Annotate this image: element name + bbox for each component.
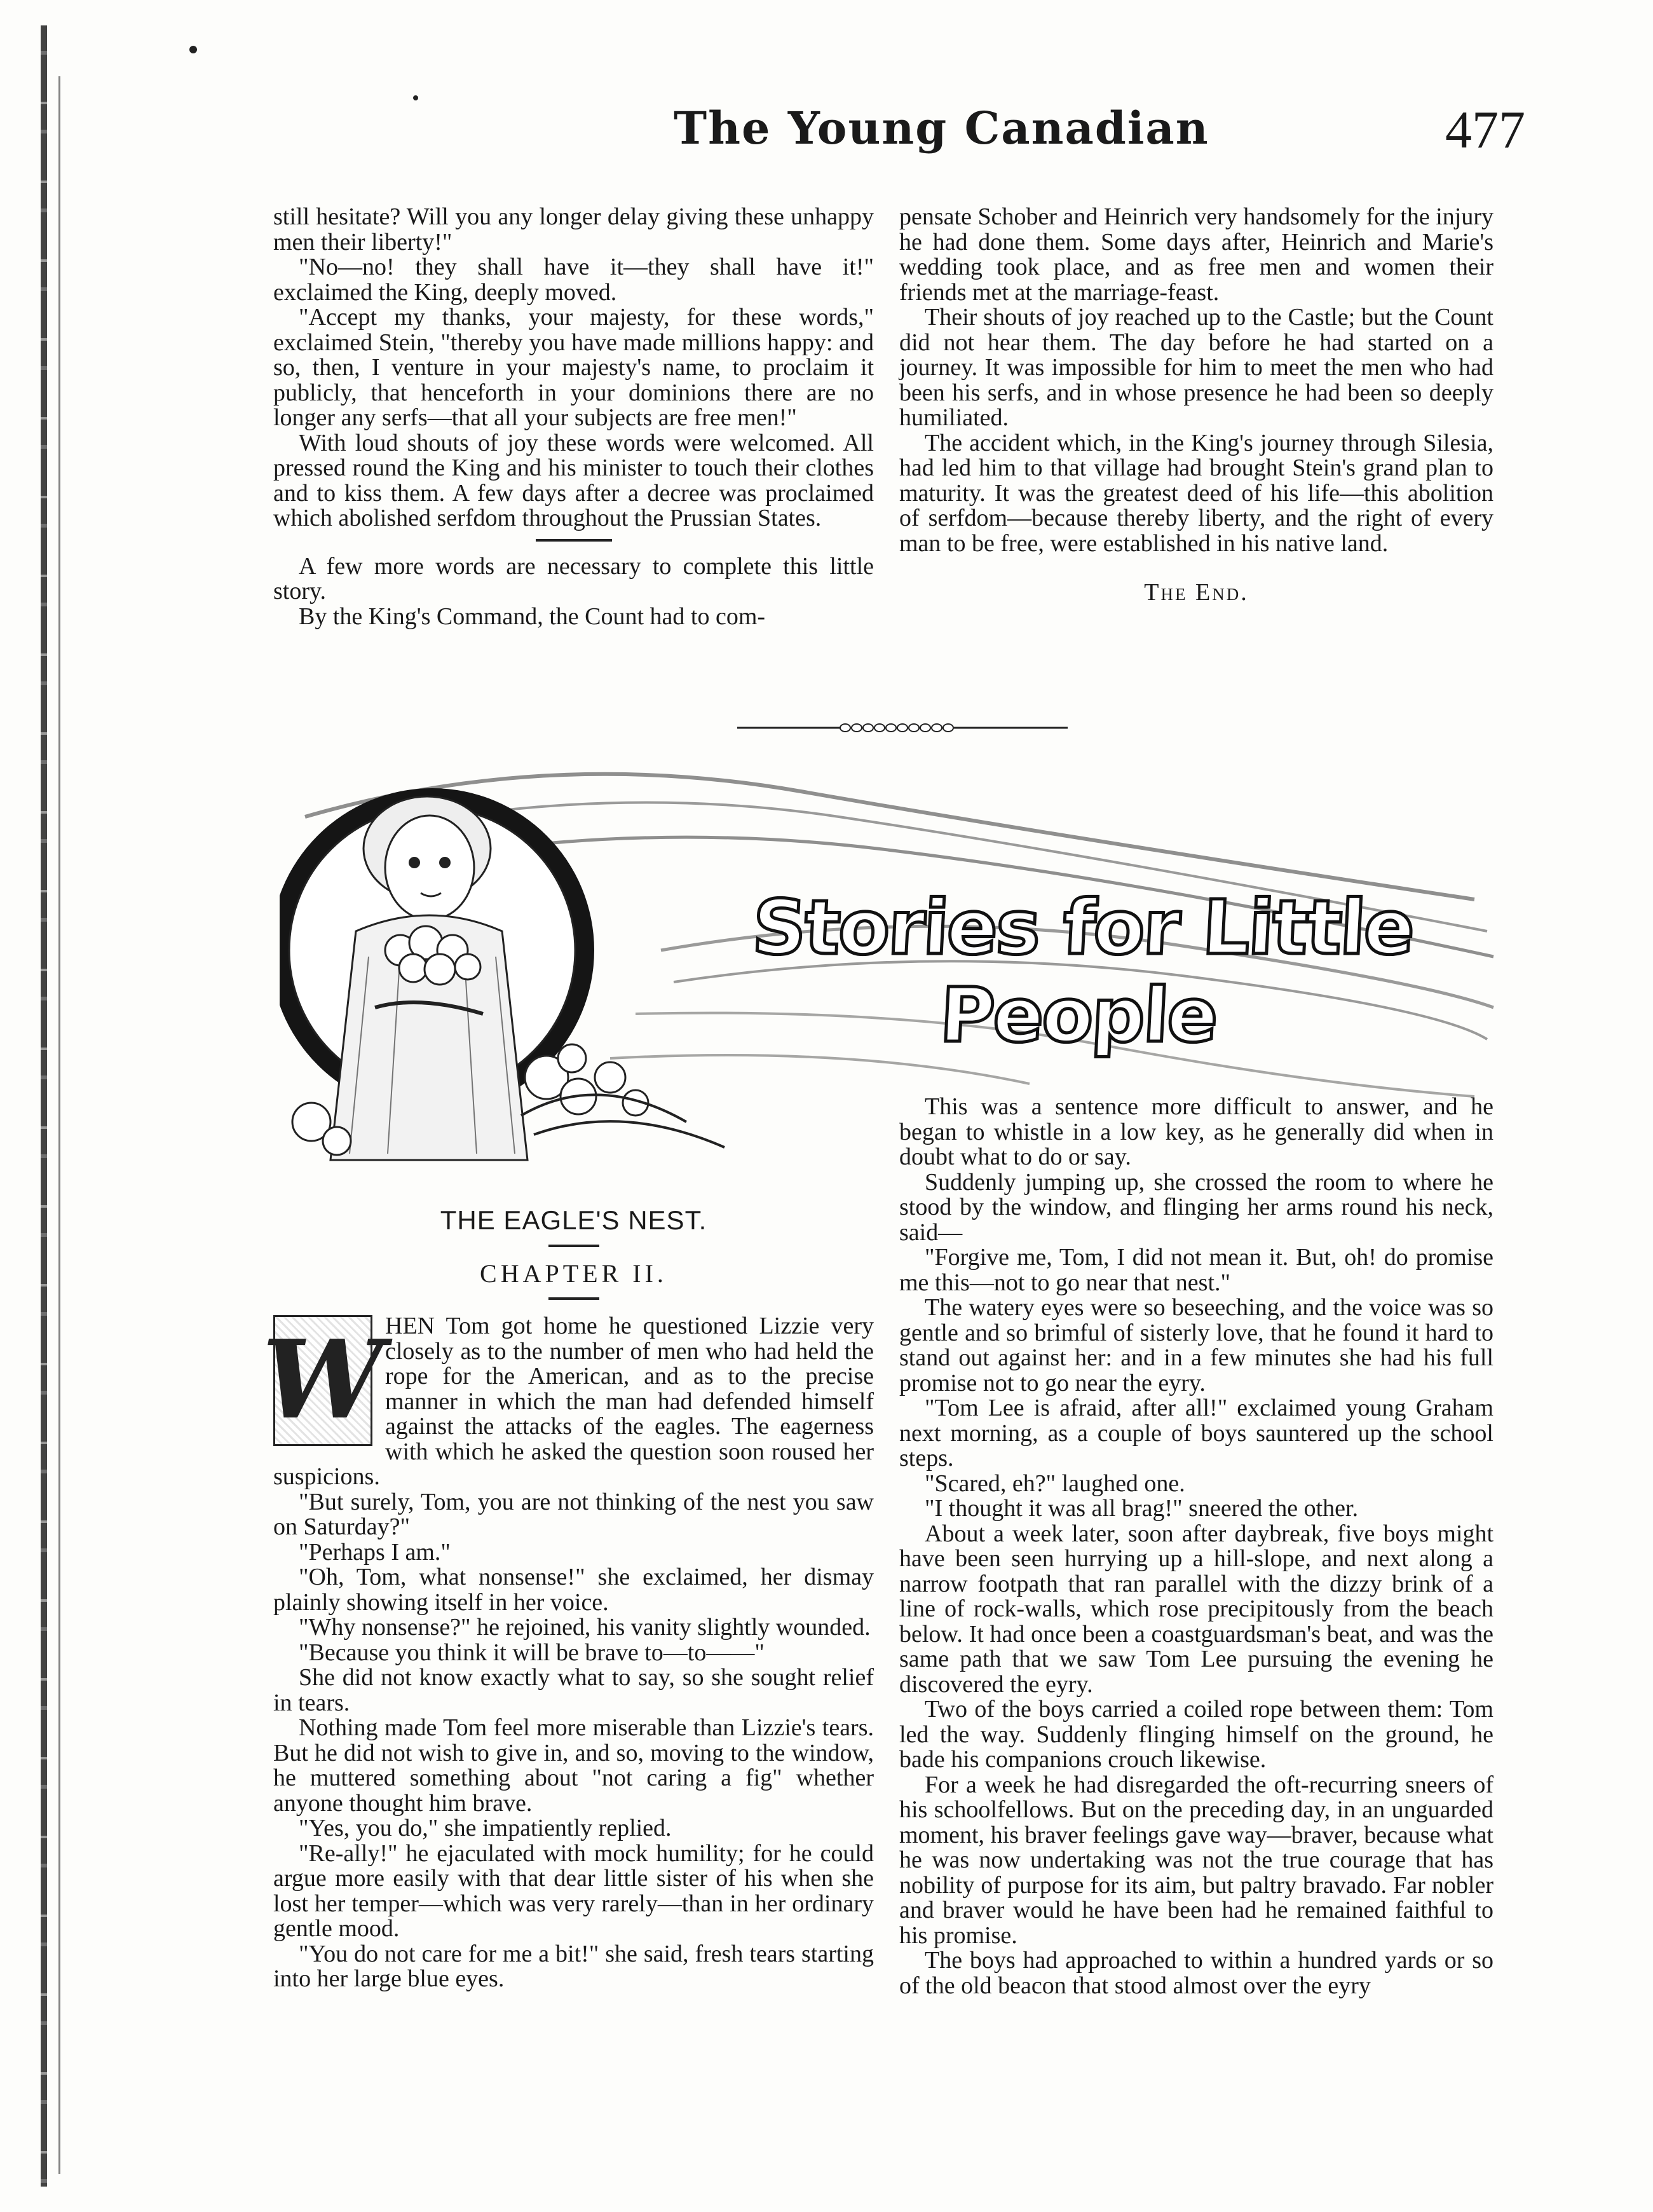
story-title: THE EAGLE'S NEST. (440, 1205, 707, 1235)
top-left-column (273, 205, 874, 629)
story-opening (262, 1313, 874, 1490)
paragraph: With loud shouts of joy these words were welcomed. All pressed round the King and his minister to touch their clothes and to kiss them. A few days after a decree was proclaimed which abolished serfdom throughout the Prussian States. (273, 429, 874, 531)
paragraph: About a week later, soon after daybreak, five boys might have been seen hurrying up a hill-slope, and next along a narrow footpath that ran parallel with the dizzy brink of a line of rock-walls, which rose precipitously from the beach below. It had once been a coastguardsman's beat, and was the same path that we saw Tom Lee pursuing the evening he discovered the eyry. (899, 1520, 1493, 1698)
scan-speck (413, 95, 418, 100)
paragraph: By the King's Command, the Count had to com- (299, 603, 766, 630)
paragraph: "Why nonsense?" he rejoined, his vanity slightly wounded. (299, 1614, 871, 1641)
story-left-column (262, 1205, 874, 1992)
paragraph: "Forgive me, Tom, I did not mean it. But, oh! do promise me this—not to go near that nest." (899, 1244, 1493, 1296)
page-header (267, 102, 1525, 172)
paragraph: "Scared, eh?" laughed one. (925, 1470, 1185, 1497)
paragraph: "Accept my thanks, your majesty, for these words," exclaimed Stein, "thereby you have made millions happy: and so, then, I venture in your majesty's name, to proclaim it publicly, that henceforth in your dominions there are no longer any serfs—that all your subjects are free men!" (273, 304, 874, 431)
ornamental-dropcap: W (273, 1315, 372, 1446)
chapter-divider (548, 1297, 599, 1300)
chapter-heading: CHAPTER II. (480, 1259, 667, 1288)
paragraph: "Yes, you do," she impatiently replied. (299, 1815, 672, 1841)
paragraph: "I thought it was all brag!" sneered the other. (925, 1495, 1359, 1522)
journal-title: The Young Canadian (674, 102, 1209, 154)
paragraph: "No—no! they shall have it—they shall have it!" exclaimed the King, deeply moved. (273, 254, 874, 306)
paragraph: Their shouts of joy reached up to the Castle; but the Count did not hear them. The day before he had started on a journey. It was impossible for him to meet the men who had been his serfs, and in whose presence he had been so deeply humiliated. (899, 304, 1493, 431)
the-end-label: The End. (1144, 579, 1249, 606)
paragraph: pensate Schober and Heinrich very handsomely for the injury he had done them. Some days after, Heinrich and Marie's wedding took place, and as free men and women their friends met at the marriage-feast. (899, 203, 1493, 306)
paragraph: "Re-ally!" he ejaculated with mock humility; for he could argue more easily with that dear little sister of his when she lost her temper—which was very rarely—than in her ordinary gentle mood. (273, 1840, 874, 1942)
paragraph: "Because you think it will be brave to—to——" (299, 1639, 765, 1666)
paragraph: "You do not care for me a bit!" she said, fresh tears starting into her large blue eyes. (273, 1940, 874, 1992)
paragraph: She did not know exactly what to say, so she sought relief in tears. (273, 1664, 874, 1716)
paragraph: For a week he had disregarded the oft-recurring sneers of his schoolfellows. But on the preceding day, in an unguarded moment, his braver feelings gave way—braver, because what he was now undertaking was not the true courage that has nobility of purpose for its aim, but paltry bravado. Far nobler and braver would he have been had he remained faithful to his promise. (899, 1771, 1493, 1949)
paragraph: Nothing made Tom feel more miserable than Lizzie's tears. But he did not wish to give in, and so, moving to the window, he muttered something about "not caring a fig" whether anyone thought him brave. (273, 1714, 874, 1817)
paragraph: The accident which, in the King's journey through Silesia, had led him to that village had brought Stein's grand plan to maturity. It was the greatest deed of his life—this abolition of serfdom—because thereby liberty, and the right of every man to be free, were established in his native land. (899, 429, 1493, 557)
paragraph: This was a sentence more difficult to answer, and he began to whistle in a low key, as he generally did when in doubt what to do or say. (899, 1093, 1493, 1170)
paragraph: A few more words are necessary to complete this little story. (273, 552, 874, 604)
scan-margin-edge (41, 25, 47, 2187)
scan-speck (189, 46, 197, 53)
paragraph: "Perhaps I am." (299, 1538, 451, 1566)
paragraph: The watery eyes were so beseeching, and the voice was so gentle and so brimful of sisterly love, that he found it hard to stand out against her: and in a few minutes she had his full promise not to go near the eyry. (899, 1294, 1493, 1396)
title-divider (548, 1245, 599, 1247)
paragraph: "Tom Lee is afraid, after all!" exclaimed young Graham next morning, as a couple of boys sauntered up the school steps. (899, 1395, 1493, 1471)
paragraph: still hesitate? Will you any longer delay giving these unhappy men their liberty!" (273, 203, 874, 256)
paragraph: The boys had approached to within a hundred yards or so of the old beacon that stood almost over the eyry (899, 1947, 1493, 1999)
top-right-column (899, 205, 1493, 606)
page-number: 477 (1445, 100, 1525, 160)
paragraph: "Oh, Tom, what nonsense!" she exclaimed, her dismay plainly showing itself in her voice. (273, 1564, 874, 1616)
paragraph: Two of the boys carried a coiled rope between them: Tom led the way. Suddenly flinging himself on the ground, he bade his companions crouch likewise. (899, 1696, 1493, 1773)
paragraph: "But surely, Tom, you are not thinking of the nest you saw on Saturday?" (273, 1488, 874, 1540)
section-divider (536, 539, 612, 542)
scan-margin-line (58, 76, 60, 2174)
section-banner-title: Stories for Little People (750, 884, 1415, 1059)
paragraph: Suddenly jumping up, she crossed the room to where he stood by the window, and flinging her arms round his neck, said— (899, 1168, 1493, 1246)
paragraph: HEN Tom got home he questioned Lizzie very closely as to the number of men who had held the rope for the American, and as to the precise manner in which the man had defended himself against the attacks of the eagles. The eagerness with which he asked the question soon roused her suspicions. (273, 1313, 874, 1490)
story-right-column (899, 1095, 1493, 1998)
ornamental-divider (737, 721, 1068, 734)
